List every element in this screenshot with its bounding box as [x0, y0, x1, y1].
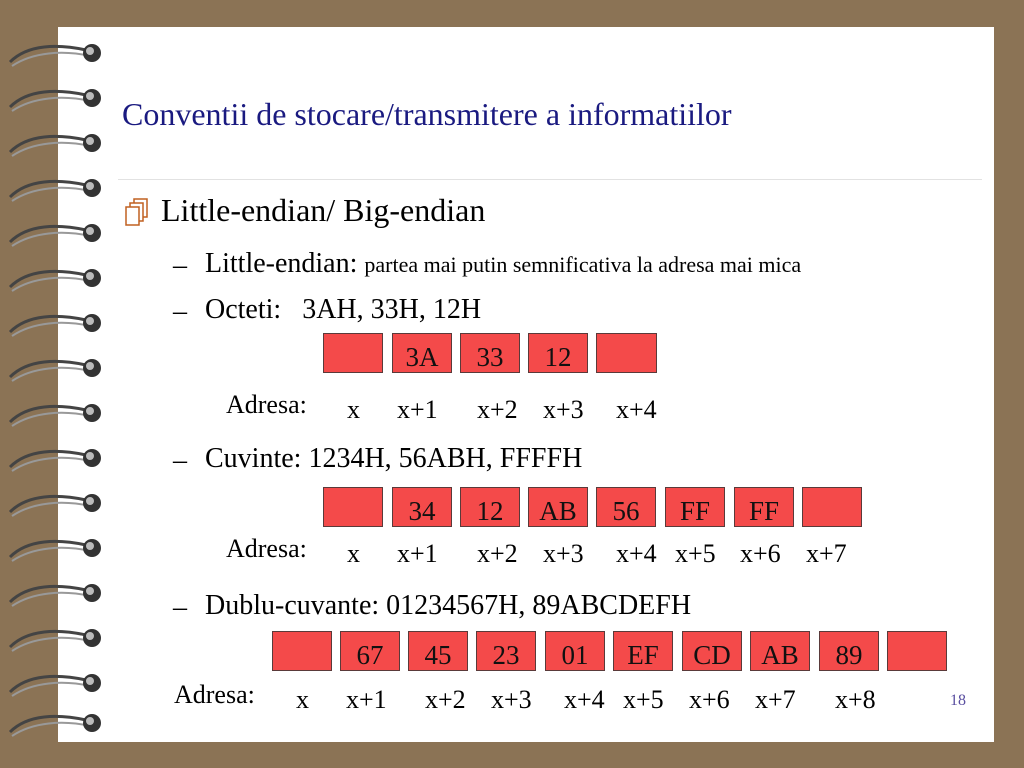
cell-value: 67: [356, 640, 384, 670]
spiral-ring-icon: [8, 490, 104, 520]
address-offset: x+2: [425, 685, 466, 714]
address-offset: x+6: [740, 539, 781, 568]
cell-value: 12: [476, 496, 504, 526]
address-offset: x+7: [806, 539, 847, 568]
address-label: Adresa:: [226, 390, 307, 419]
address-offset: x+1: [346, 685, 387, 714]
spiral-ring-icon: [8, 85, 104, 115]
memory-cell: [460, 487, 520, 527]
spiral-ring-icon: [8, 175, 104, 205]
spiral-ring-icon: [8, 535, 104, 565]
cell-value: CD: [693, 640, 731, 670]
spiral-ring-icon: [8, 40, 104, 70]
memory-cell: [802, 487, 862, 527]
spiral-ring-icon: [8, 265, 104, 295]
spiral-ring-icon: [8, 310, 104, 340]
memory-cell: [323, 333, 383, 373]
address-label: Adresa:: [226, 534, 307, 563]
dash-marker: –: [173, 445, 187, 476]
little-endian-definition: partea mai putin semnificativa la adresa mai mica: [364, 252, 802, 277]
little-endian-row: [205, 248, 801, 280]
address-offset: x+8: [835, 685, 876, 714]
page-number: 18: [950, 692, 966, 709]
title-divider: [118, 179, 982, 180]
address-offset: x+7: [755, 685, 796, 714]
address-offset: x+2: [477, 395, 518, 424]
memory-cell: [819, 631, 879, 671]
address-offset: x+3: [543, 539, 584, 568]
dash-marker: –: [173, 296, 187, 327]
spiral-ring-icon: [8, 355, 104, 385]
little-endian-label: Little-endian:: [205, 248, 358, 279]
cell-value: 01: [561, 640, 589, 670]
spiral-ring-icon: [8, 710, 104, 740]
address-offset: x+5: [623, 685, 664, 714]
cell-value: EF: [627, 640, 659, 670]
cell-value: 3A: [405, 342, 439, 372]
memory-cell: [460, 333, 520, 373]
memory-cell: [734, 487, 794, 527]
cell-value: FF: [748, 496, 780, 526]
cuvinte-row: Cuvinte: 1234H, 56ABH, FFFFH: [205, 443, 583, 474]
dublu-cuvante-row: Dublu-cuvante: 01234567H, 89ABCDEFH: [205, 590, 692, 621]
memory-cell: [750, 631, 810, 671]
cell-value: 56: [612, 496, 640, 526]
memory-cell: [528, 333, 588, 373]
cell-value: AB: [539, 496, 577, 526]
spiral-binding: [0, 0, 110, 768]
memory-cell: [887, 631, 947, 671]
memory-cell: [545, 631, 605, 671]
cell-value: FF: [679, 496, 711, 526]
address-offset: x+6: [689, 685, 730, 714]
spiral-ring-icon: [8, 130, 104, 160]
bullet-endianness: Little-endian/ Big-endian: [161, 192, 486, 228]
address-offset: x: [347, 539, 360, 568]
spiral-ring-icon: [8, 445, 104, 475]
address-offset: x+1: [397, 395, 438, 424]
memory-cell: [408, 631, 468, 671]
memory-cell: [528, 487, 588, 527]
spiral-ring-icon: [8, 670, 104, 700]
memory-cell: [596, 487, 656, 527]
memory-cell: [665, 487, 725, 527]
memory-cell: [682, 631, 742, 671]
cell-value: 89: [835, 640, 863, 670]
address-offset: x+5: [675, 539, 716, 568]
spiral-ring-icon: [8, 625, 104, 655]
memory-cell: [323, 487, 383, 527]
address-label: Adresa:: [174, 680, 255, 709]
address-offset: x: [296, 685, 309, 714]
spiral-ring-icon: [8, 580, 104, 610]
memory-cell: [596, 333, 657, 373]
stacked-pages-icon: [124, 197, 150, 227]
dash-marker: –: [173, 592, 187, 623]
memory-cell: [392, 487, 452, 527]
dash-marker: –: [173, 250, 187, 281]
spiral-ring-icon: [8, 220, 104, 250]
cell-value: 23: [492, 640, 520, 670]
address-offset: x: [347, 395, 360, 424]
memory-cell: [272, 631, 332, 671]
cell-value: 34: [408, 496, 436, 526]
memory-cell: [613, 631, 673, 671]
address-offset: x+3: [543, 395, 584, 424]
cell-value: AB: [761, 640, 799, 670]
address-offset: x+2: [477, 539, 518, 568]
address-offset: x+4: [616, 539, 657, 568]
address-offset: x+1: [397, 539, 438, 568]
address-offset: x+4: [564, 685, 605, 714]
cell-value: 12: [544, 342, 572, 372]
memory-cell: [476, 631, 536, 671]
cell-value: 45: [424, 640, 452, 670]
memory-cell: [340, 631, 400, 671]
cell-value: 33: [476, 342, 504, 372]
octeti-row: Octeti: 3AH, 33H, 12H: [205, 294, 482, 325]
memory-cell: [392, 333, 452, 373]
slide-title: Conventii de stocare/transmitere a informatiilor: [122, 96, 732, 132]
spiral-ring-icon: [8, 400, 104, 430]
address-offset: x+4: [616, 395, 657, 424]
address-offset: x+3: [491, 685, 532, 714]
